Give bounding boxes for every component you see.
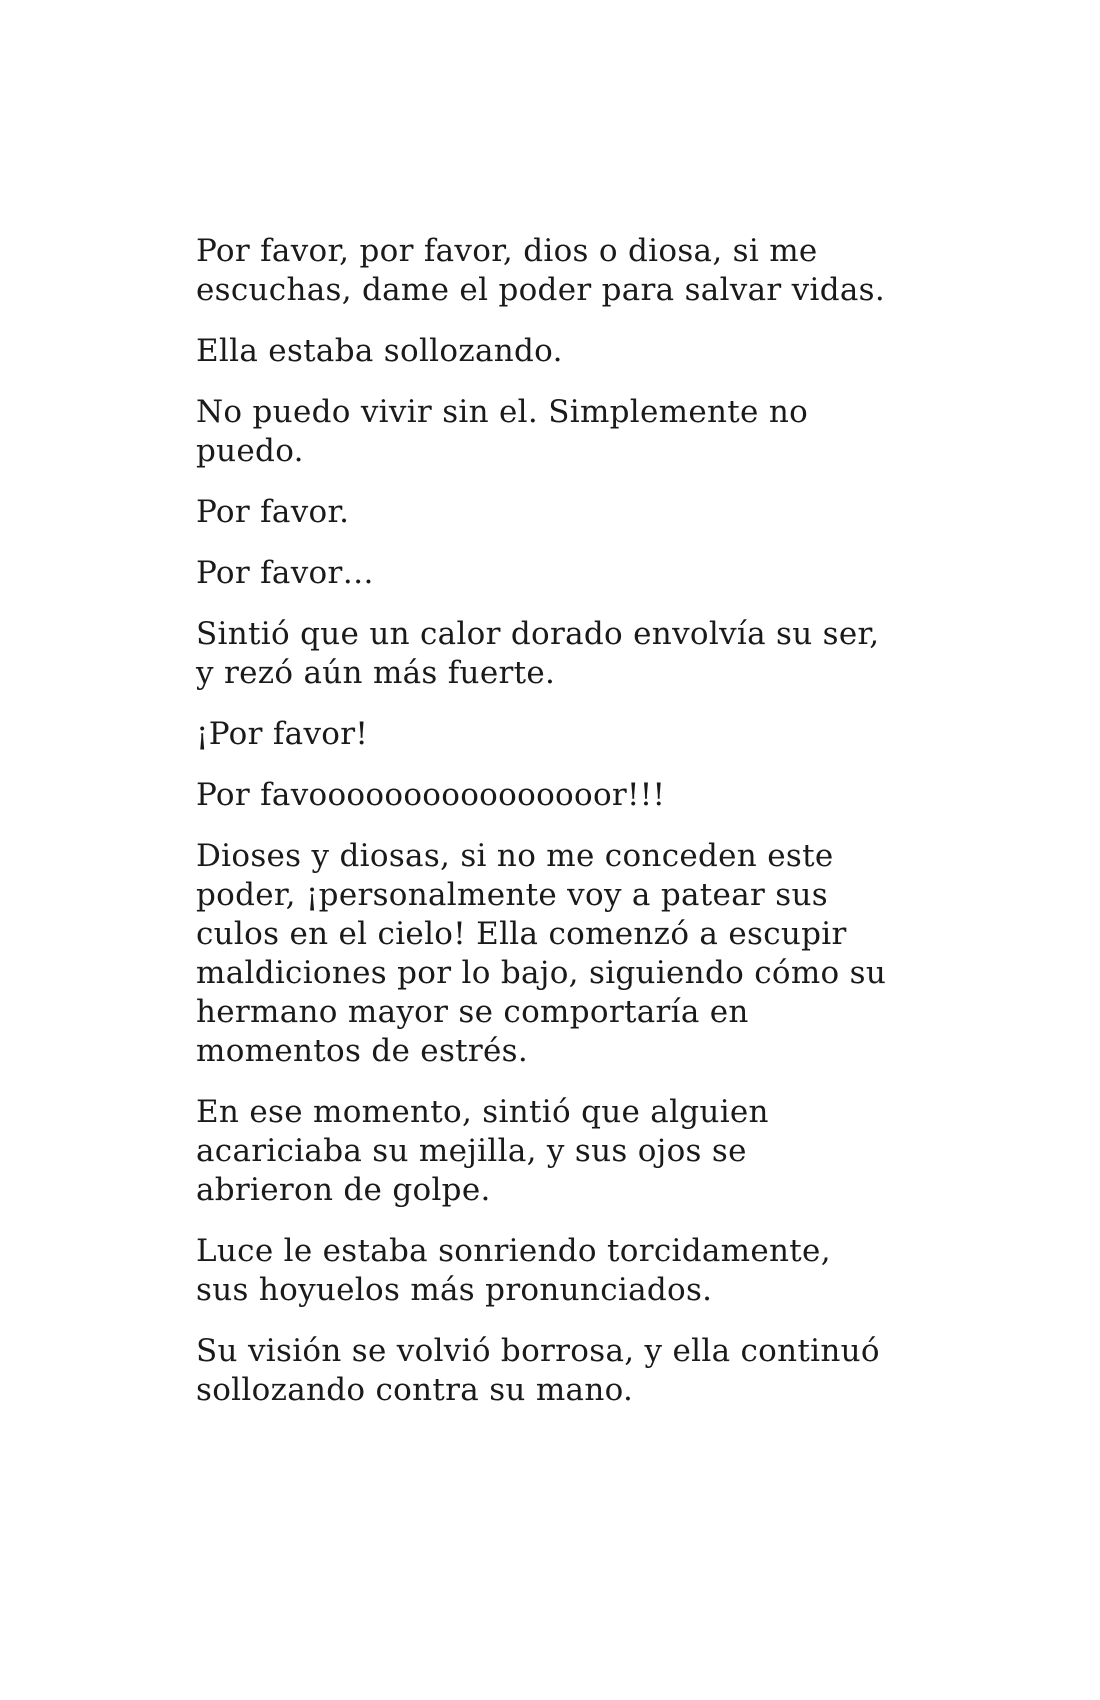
paragraph xyxy=(196,1332,936,1410)
text-line: abrieron de golpe. xyxy=(196,1172,491,1208)
text-line: Dioses y diosas, si no me conceden este xyxy=(196,838,834,874)
text-line: Por favoooooooooooooooor!!! xyxy=(196,777,666,813)
paragraph xyxy=(196,776,936,815)
text-line: Su visión se volvió borrosa, y ella continuó xyxy=(196,1333,880,1369)
paragraph xyxy=(196,715,936,754)
text-line: Por favor. xyxy=(196,494,350,530)
text-line: y rezó aún más fuerte. xyxy=(196,655,556,691)
paragraph xyxy=(196,332,936,371)
text-line: No puedo vivir sin el. Simplemente no xyxy=(196,394,809,430)
page-body xyxy=(196,232,936,1432)
paragraph xyxy=(196,837,936,1071)
text-line: ¡Por favor! xyxy=(196,716,369,752)
paragraph xyxy=(196,615,936,693)
text-line: Por favor… xyxy=(196,555,374,591)
text-line: puedo. xyxy=(196,433,304,469)
paragraph xyxy=(196,554,936,593)
text-line: Luce le estaba sonriendo torcidamente, xyxy=(196,1233,831,1269)
text-line: hermano mayor se comportaría en xyxy=(196,994,749,1030)
paragraph xyxy=(196,1232,936,1310)
text-line: Sintió que un calor dorado envolvía su ser, xyxy=(196,616,880,652)
text-line: Por favor, por favor, dios o diosa, si me xyxy=(196,233,818,269)
text-line: acariciaba su mejilla, y sus ojos se xyxy=(196,1133,747,1169)
text-line: sus hoyuelos más pronunciados. xyxy=(196,1272,713,1308)
text-line: maldiciones por lo bajo, siguiendo cómo su xyxy=(196,955,887,991)
text-line: sollozando contra su mano. xyxy=(196,1372,634,1408)
paragraph xyxy=(196,232,936,310)
paragraph xyxy=(196,493,936,532)
text-line: culos en el cielo! Ella comenzó a escupir xyxy=(196,916,847,952)
paragraph xyxy=(196,393,936,471)
text-line: momentos de estrés. xyxy=(196,1033,529,1069)
text-line: escuchas, dame el poder para salvar vidas. xyxy=(196,272,885,308)
text-line: Ella estaba sollozando. xyxy=(196,333,563,369)
paragraph xyxy=(196,1093,936,1210)
text-line: poder, ¡personalmente voy a patear sus xyxy=(196,877,828,913)
text-line: En ese momento, sintió que alguien xyxy=(196,1094,769,1130)
